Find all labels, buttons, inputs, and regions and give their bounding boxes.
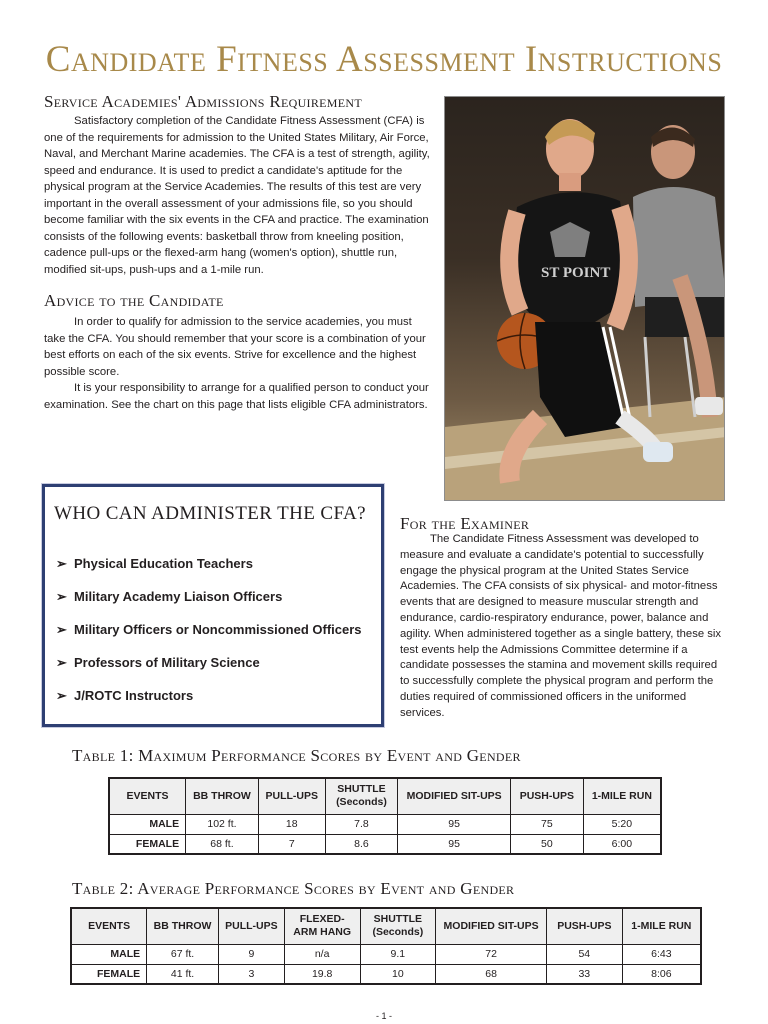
administrator-label: Professors of Military Science	[74, 655, 260, 670]
arrow-bullet-icon: ➢	[56, 621, 67, 637]
table-cell: 102 ft.	[186, 814, 259, 834]
shirt-text: ST POINT	[541, 265, 611, 281]
table-cell: n/a	[284, 944, 360, 964]
arrow-bullet-icon: ➢	[56, 588, 67, 604]
column-header-line: ARM HANG	[293, 926, 352, 939]
column-header: MODIFIED SIT-UPS	[398, 778, 511, 814]
table-cell: 8.6	[325, 834, 398, 854]
advice-text-2: It is your responsibility to arrange for a qualified person to conduct your examination. See the chart on this page that lists eligible CFA administrators.	[44, 382, 429, 411]
table-cell: 18	[258, 814, 325, 834]
admissions-text: Satisfactory completion of the Candidate Fitness Assessment (CFA) is one of the requirements for admission to the United States Military, Air Force, Naval, and Merchant Marine academies. The CFA is a test of strength, agility, speed and endurance. It is used to predict a candidate's aptitude for the physical program at the Service Academies. The results of this test are very important in the overall assessment of your admissions file, so you should become familiar with the six events in the CFA and practice. The examination consists of the following events: basketball throw from kneeling position, cadence pull-ups or the flexed-arm hang (women's option), shuttle run, modified sit-ups, push-ups and a 1-mile run.	[44, 115, 430, 276]
column-header: PULL-UPS	[218, 908, 284, 944]
table-cell: 54	[546, 944, 622, 964]
administrator-list	[56, 547, 362, 712]
row-label: MALE	[71, 944, 147, 964]
section-heading-admissions: Service Academies' Admissions Requirement	[44, 92, 362, 111]
table-cell: 6:00	[583, 834, 661, 854]
column-header	[360, 908, 436, 944]
column-header: BB THROW	[186, 778, 259, 814]
table2-caption: Table 2: Average Performance Scores by Event and Gender	[72, 879, 515, 898]
list-item	[56, 646, 362, 679]
administrator-label: Military Officers or Noncommissioned Officers	[74, 622, 362, 637]
column-header: EVENTS	[109, 778, 186, 814]
row-label: FEMALE	[109, 834, 186, 854]
list-item	[56, 679, 362, 712]
table-cell: 3	[218, 964, 284, 984]
table-header-row	[71, 908, 701, 944]
column-header-line: SHUTTLE	[337, 783, 386, 796]
table-row	[109, 834, 661, 854]
table-cell: 95	[398, 814, 511, 834]
examiner-text: The Candidate Fitness Assessment was developed to measure and evaluate a candidate's potential to successfully engage the physical program at the United States Service Academies. The CFA consists of six physical- and motor-fitness events that are designed to measure muscular strength and endurance, cardio-respiratory endurance, power, balance and agility. When administered together as a single battery, these six test events help the Admissions Committee determine if a candidate possesses the stamina and movement skills required to successfully complete the physical program and perform the duties required of commissioned officers in the uniformed services.	[400, 533, 722, 719]
page-number: - 1 -	[375, 1011, 392, 1021]
advice-text-1: In order to qualify for admission to the service academies, you must take the CFA. You should remember that your score is a combination of your best efforts on each of the six events. Strive for excellence and the highest possible score.	[44, 316, 426, 378]
table-cell: 9.1	[360, 944, 436, 964]
administrator-label: J/ROTC Instructors	[74, 688, 194, 703]
administrator-label: Military Academy Liaison Officers	[74, 589, 283, 604]
table-cell: 68	[436, 964, 547, 984]
list-item	[56, 547, 362, 580]
avg-scores-table	[70, 907, 702, 985]
table-cell: 6:43	[622, 944, 701, 964]
column-header: BB THROW	[147, 908, 219, 944]
who-box-title: WHO CAN ADMINISTER THE CFA?	[54, 503, 366, 524]
row-label: FEMALE	[71, 964, 147, 984]
table-cell: 5:20	[583, 814, 661, 834]
administrator-label: Physical Education Teachers	[74, 556, 253, 571]
table-cell: 68 ft.	[186, 834, 259, 854]
table-header-row	[109, 778, 661, 814]
arrow-bullet-icon: ➢	[56, 654, 67, 670]
table1-caption: Table 1: Maximum Performance Scores by Event and Gender	[72, 746, 521, 765]
column-header: 1-MILE RUN	[622, 908, 701, 944]
table-cell: 7.8	[325, 814, 398, 834]
section-heading-examiner: For the Examiner	[400, 514, 530, 533]
column-header-line: FLEXED-	[299, 913, 345, 926]
arrow-bullet-icon: ➢	[56, 687, 67, 703]
column-header: MODIFIED SIT-UPS	[436, 908, 547, 944]
who-can-administer-box	[42, 484, 384, 727]
table-cell: 8:06	[622, 964, 701, 984]
column-header: PUSH-UPS	[546, 908, 622, 944]
table-cell: 19.8	[284, 964, 360, 984]
max-scores-table	[108, 777, 662, 855]
column-header-line: SHUTTLE	[373, 913, 423, 926]
table-cell: 67 ft.	[147, 944, 219, 964]
list-item	[56, 613, 362, 646]
table-cell: 41 ft.	[147, 964, 219, 984]
column-header	[325, 778, 398, 814]
row-label: MALE	[109, 814, 186, 834]
table-cell: 75	[511, 814, 584, 834]
table-cell: 9	[218, 944, 284, 964]
advice-paragraphs	[44, 314, 434, 413]
column-header-line: (Seconds)	[372, 926, 424, 939]
examiner-paragraph	[400, 532, 724, 722]
page-title: Candidate Fitness Assessment Instructions	[45, 39, 723, 80]
column-header	[284, 908, 360, 944]
table-cell: 50	[511, 834, 584, 854]
list-item	[56, 580, 362, 613]
table-cell: 7	[258, 834, 325, 854]
column-header: PUSH-UPS	[511, 778, 584, 814]
section-heading-advice: Advice to the Candidate	[44, 291, 224, 310]
arrow-bullet-icon: ➢	[56, 555, 67, 571]
column-header-line: (Seconds)	[336, 796, 387, 809]
column-header: 1-MILE RUN	[583, 778, 661, 814]
column-header: EVENTS	[71, 908, 147, 944]
table-row	[71, 964, 701, 984]
table-row	[109, 814, 661, 834]
column-header: PULL-UPS	[258, 778, 325, 814]
table-row	[71, 944, 701, 964]
table-cell: 72	[436, 944, 547, 964]
photo-candidate-basketball	[444, 96, 725, 501]
table-cell: 33	[546, 964, 622, 984]
photo-illustration	[445, 97, 725, 501]
table-cell: 10	[360, 964, 436, 984]
table-cell: 95	[398, 834, 511, 854]
admissions-paragraph	[44, 113, 434, 278]
